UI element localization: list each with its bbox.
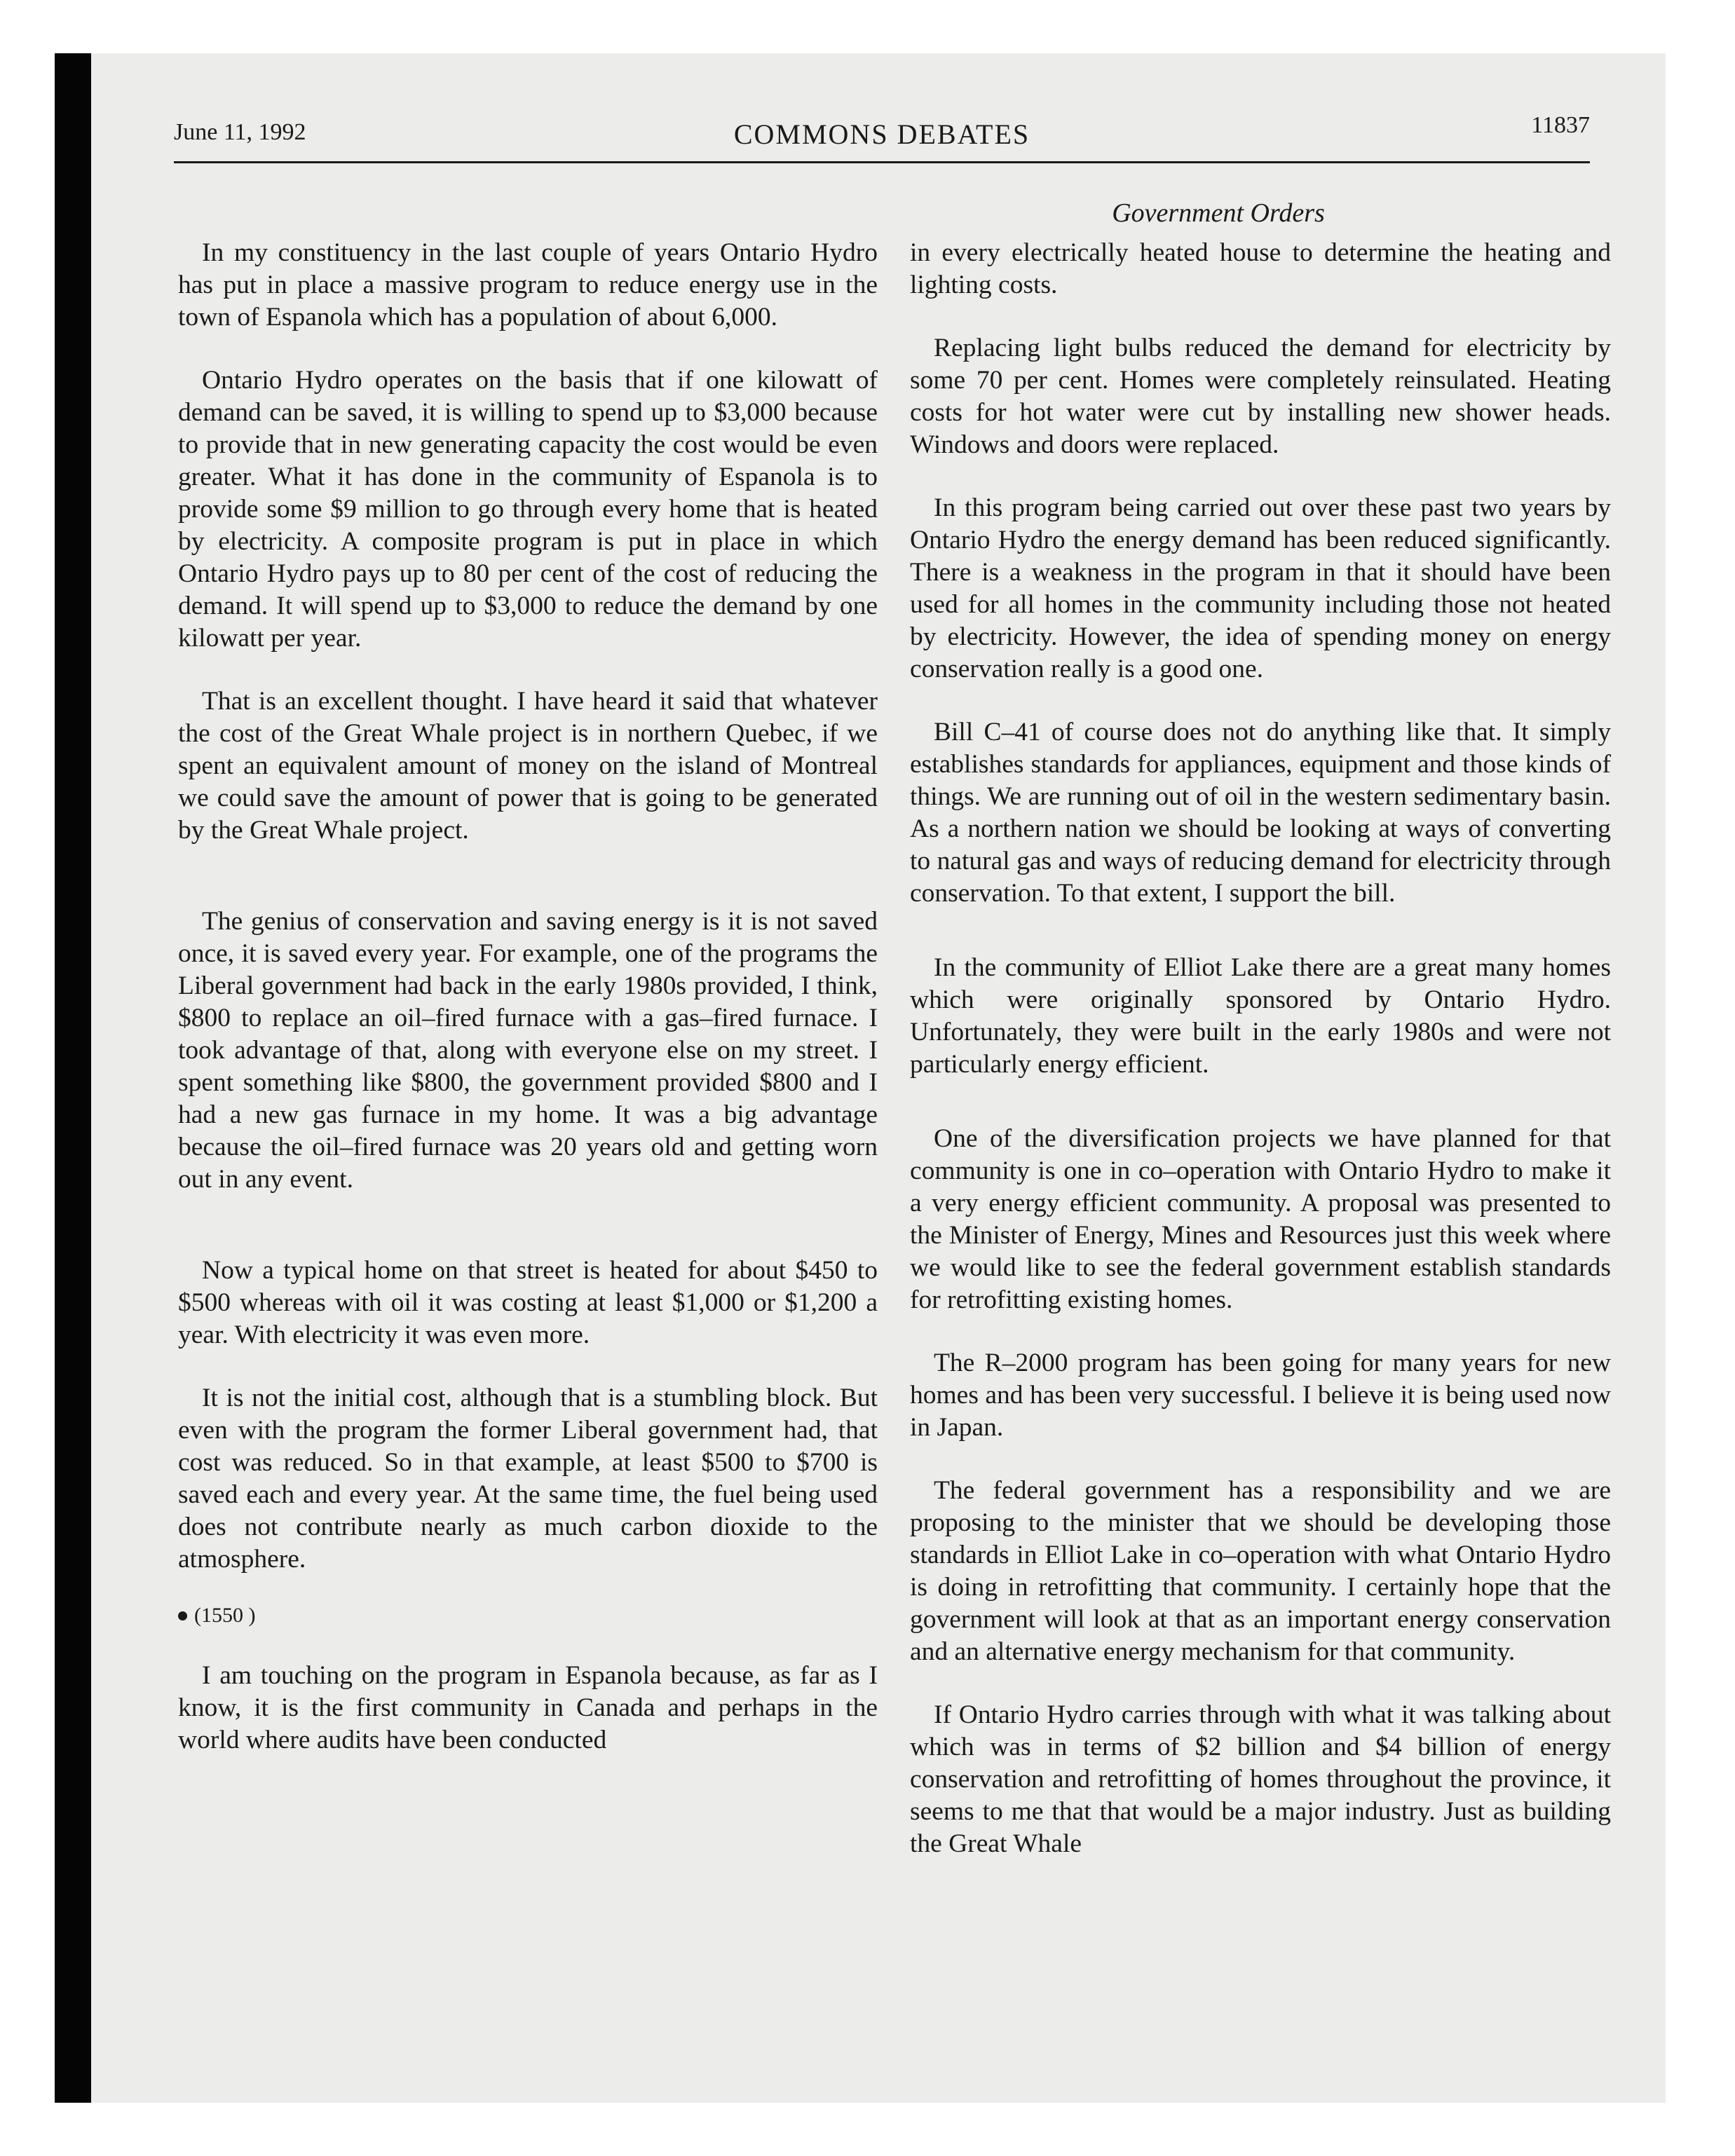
paragraph: It is not the initial cost, although that is a stumbling block. But even with the program the former Liberal government had, that cost was reduced. So in that example, at least $500 to $700 is saved each and every year. At the same time, the fuel being used does not contribute nearly as much carbon dioxide to the atmosphere. [178, 1384, 878, 1574]
time-marker [178, 1599, 878, 1632]
paragraph: The R–2000 program has been going for many years for new homes and has been very successful. I believe it is being used now in Japan. [910, 1349, 1611, 1442]
paragraph: One of the diversification projects we have planned for that community is one in co–operation with Ontario Hydro to make it a very energy efficient community. A proposal was presented to the Minister of Energy, Mines and Resources just this week where we would like to see the federal government establish standards for retrofitting existing homes. [910, 1124, 1611, 1314]
scanned-page [55, 53, 1666, 2103]
paragraph: Bill C–41 of course does not do anything like that. It simply establishes standards for appliances, equipment and those kinds of things. We are running out of oil in the western sedimentary basin. As a northern nation we should be looking at ways of converting to natural gas and ways of reducing demand for electricity through conservation. To that extent, I support the bill. [910, 718, 1611, 908]
left-column [178, 237, 878, 1787]
paragraph: I am touching on the program in Espanola because, as far as I know, it is the first community in Canada and perhaps in the world where audits have been conducted [178, 1661, 878, 1754]
paragraph: In the community of Elliot Lake there are a great many homes which were originally sponsored by Ontario Hydro. Unfortunately, they were built in the early 1980s and were not particularly energy efficient. [910, 953, 1611, 1079]
paragraph: If Ontario Hydro carries through with what it was talking about which was in terms of $2 billion and $4 billion of energy conservation and retrofitting of homes throughout the province, it seems to me that that would be a major industry. Just as building the Great Whale [910, 1700, 1611, 1858]
paragraph: That is an excellent thought. I have heard it said that whatever the cost of the Great Whale project is in northern Quebec, if we spent an equivalent amount of money on the island of Montreal we could save the amount of power that is going to be generated by the Great Whale project. [178, 687, 878, 845]
scan-edge [55, 53, 91, 2103]
paragraph: in every electrically heated house to determine the heating and lighting costs. [910, 238, 1611, 299]
header-title: COMMONS DEBATES [733, 118, 1030, 150]
page-header [174, 112, 1590, 163]
paragraph: The genius of conservation and saving energy is it is not saved once, it is saved every year. For example, one of the programs the Liberal government had back in the early 1980s provided, I think, $800 to replace an oil–fired furnace with a gas–fired furnace. I took advantage of that, along with everyone else on my street. I spent something like $800, the government provided $800 and I had a new gas furnace in my home. It was a big advantage because the oil–fired furnace was 20 years old and getting worn out in any event. [178, 907, 878, 1194]
paragraph: In my constituency in the last couple of years Ontario Hydro has put in place a massive program to reduce energy use in the town of Espanola which has a population of about 6,000. [178, 238, 878, 332]
time-marker-text: (1550 ) [194, 1604, 256, 1627]
paragraph: The federal government has a responsibility and we are proposing to the minister that we should be developing those standards in Elliot Lake in co–operation with what Ontario Hydro is doing in retrofitting that community. I certainly hope that the government will look at that as an important energy conservation and an alternative energy mechanism for that community. [910, 1476, 1611, 1666]
section-title: Government Orders [1112, 198, 1325, 228]
paragraph: Ontario Hydro operates on the basis that if one kilowatt of demand can be saved, it is willing to spend up to $3,000 because to provide that in new generating capacity the cost would be even greater. What it has done in the community of Espanola is to provide some $9 million to go through every home that is heated by electricity. A composite program is put in place in which Ontario Hydro pays up to 80 per cent of the cost of reducing the demand. It will spend up to $3,000 to reduce the demand by one kilowatt per year. [178, 366, 878, 653]
right-column [910, 237, 1611, 1891]
paragraph: In this program being carried out over these past two years by Ontario Hydro the energy demand has been reduced significantly. There is a weakness in the program in that it should have been used for all homes in the community including those not heated by electricity. However, the idea of spending money on energy conservation really is a good one. [910, 493, 1611, 683]
bullet-icon [178, 1611, 187, 1621]
header-date: June 11, 1992 [174, 119, 306, 145]
header-page-number: 11837 [1531, 112, 1590, 138]
paragraph: Now a typical home on that street is heated for about $450 to $500 whereas with oil it was costing at least $1,000 or $1,200 a year. With electricity it was even more. [178, 1256, 878, 1349]
paragraph: Replacing light bulbs reduced the demand for electricity by some 70 per cent. Homes were completely reinsulated. Heating costs for hot water were cut by installing new shower heads. Windows and doors were replaced. [910, 334, 1611, 459]
